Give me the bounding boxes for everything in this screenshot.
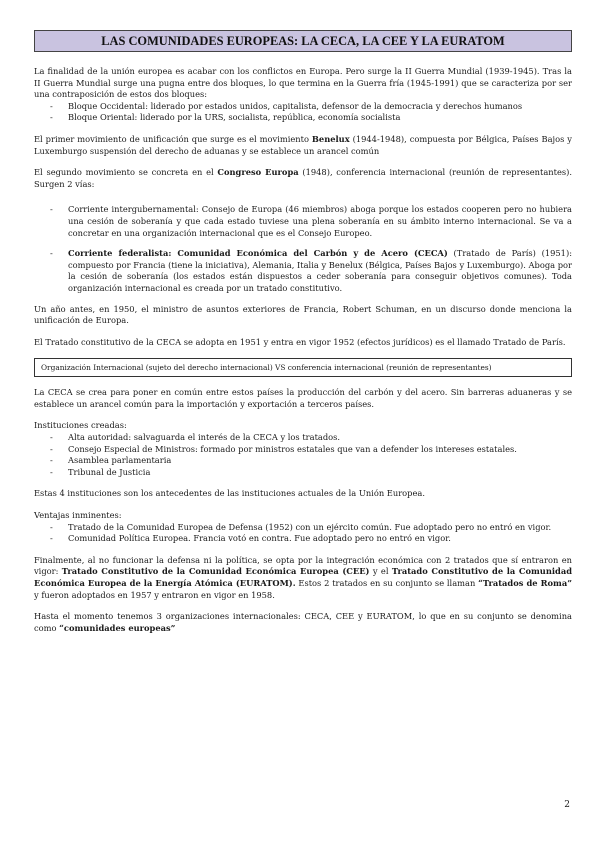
list-item: - Bloque Oriental: liderado por la URS, socialista, república, economía socialista (34, 112, 572, 124)
ventajas-heading: Ventajas inminentes: (34, 510, 122, 521)
vias-list (34, 204, 572, 294)
boxed-note: Organización Internacional (sujeto del derecho internacional) VS conferencia internacional (reunión de representantes) (34, 358, 572, 377)
list-item: - Tribunal de Justicia (34, 467, 572, 479)
page-title: LAS COMUNIDADES EUROPEAS: LA CECA, LA CEE Y LA EURATOM (34, 30, 572, 52)
benelux-paragraph: El primer movimiento de unificación que surge es el movimiento Benelux (1944-1948), compuesta por Bélgica, Países Bajos y Luxemburgo suspensión del derecho de aduanas y se establece un arancel común (34, 133, 572, 156)
list-item: - Consejo Especial de Ministros: formado por ministros estatales que van a defender los intereses estatales. (34, 444, 572, 456)
list-item: - Bloque Occidental: liderado por estados unidos, capitalista, defensor de la democracia y derechos humanos (34, 101, 572, 113)
instituciones-list (34, 432, 572, 478)
antecedentes-paragraph: Estas 4 instituciones son los antecedentes de las instituciones actuales de la Unión Europea. (34, 488, 425, 499)
intro-paragraph: La finalidad de la unión europea es acabar con los conflictos en Europa. Pero surge la II Guerra Mundial (1939-1945). Tras la II Guerra Mundial surge una pugna entre dos bloques, lo que termina en la Guerra fría (1945-1991) que se caracteriza por ser una contraposición de estos dos bloques: (34, 66, 572, 100)
document-body (34, 66, 572, 644)
ceca-treaty-paragraph: El Tratado constitutivo de la CECA se adopta en 1951 y entra en vigor 1952 (efectos jurídicos) es el llamado Tratado de París. (34, 336, 566, 347)
congress-paragraph: El segundo movimiento se concreta en el Congreso Europa (1948), conferencia internacional (reunión de representantes). Surgen 2 vías: (34, 167, 572, 189)
list-item: - Alta autoridad: salvaguarda el interés de la CECA y los tratados. (34, 432, 572, 444)
comunidades-paragraph: Hasta el momento tenemos 3 organizaciones internacionales: CECA, CEE y EURATOM, lo que en su conjunto se denomina como “comunidades europeas” (34, 611, 572, 633)
congress-term: Congreso Europa (217, 167, 299, 178)
list-item: - Tratado de la Comunidad Europea de Defensa (1952) con un ejército común. Fue adoptado pero no entró en vigor. (34, 522, 572, 534)
list-item: - Asamblea parlamentaria (34, 455, 572, 467)
ventajas-list (34, 522, 572, 545)
list-item: - Corriente intergubernamental: Consejo de Europa (46 miembros) aboga porque los estados cooperen pero no hubiera una cesión de soberanía y que cada estado tuviese una plena soberanía en su ámbito interno internacional. Se va a concretar en una organización internacional que es el Consejo Europeo. (34, 204, 572, 239)
benelux-term: Benelux (311, 133, 350, 144)
page-number: 2 (564, 800, 570, 810)
list-item: - Comunidad Política Europea. Francia votó en contra. Fue adoptado pero no entró en vigor. (34, 533, 572, 545)
blocs-list (34, 101, 572, 124)
schuman-paragraph: Un año antes, en 1950, el ministro de asuntos exteriores de Francia, Robert Schuman, en un discurso donde menciona la unificación de Europa. (34, 303, 572, 326)
federalist-term: Corriente federalista: Comunidad Económica del Carbón y de Acero (CECA) (68, 248, 448, 259)
list-item: - Corriente federalista: Comunidad Económica del Carbón y de Acero (CECA) (Tratado de París) (1951): compuesto por Francia (tiene la iniciativa), Alemania, Italia y Benelux (Bélgica, Países Bajos y Luxemburgo). Aboga por la cesión de soberanía (los estados están dispuestos a ceder soberanía para conseguir objetivos comunes). Toda organización internacional es creada por un tratado constitutivo. (34, 248, 572, 294)
instituciones-heading: Instituciones creadas: (34, 420, 127, 431)
roma-paragraph: Finalmente, al no funcionar la defensa ni la política, se opta por la integración económica con 2 tratados que sí entraron en vigor: Tratado Constitutivo de la Comunidad Económica Europea (CEE) y el Tratado Constitutivo de la Comunidad Económica Europea de la Energía Atómica (EURATOM). Estos 2 tratados en su conjunto se llaman “Tratados de Roma” y fueron adoptados en 1957 y entraron en vigor en 1958. (34, 554, 573, 600)
ceca-purpose-paragraph: La CECA se crea para poner en común entre estos países la producción del carbón y del acero. Sin barreras aduaneras y se establece un arancel común para la importación y exportación a terceros países. (34, 387, 572, 409)
